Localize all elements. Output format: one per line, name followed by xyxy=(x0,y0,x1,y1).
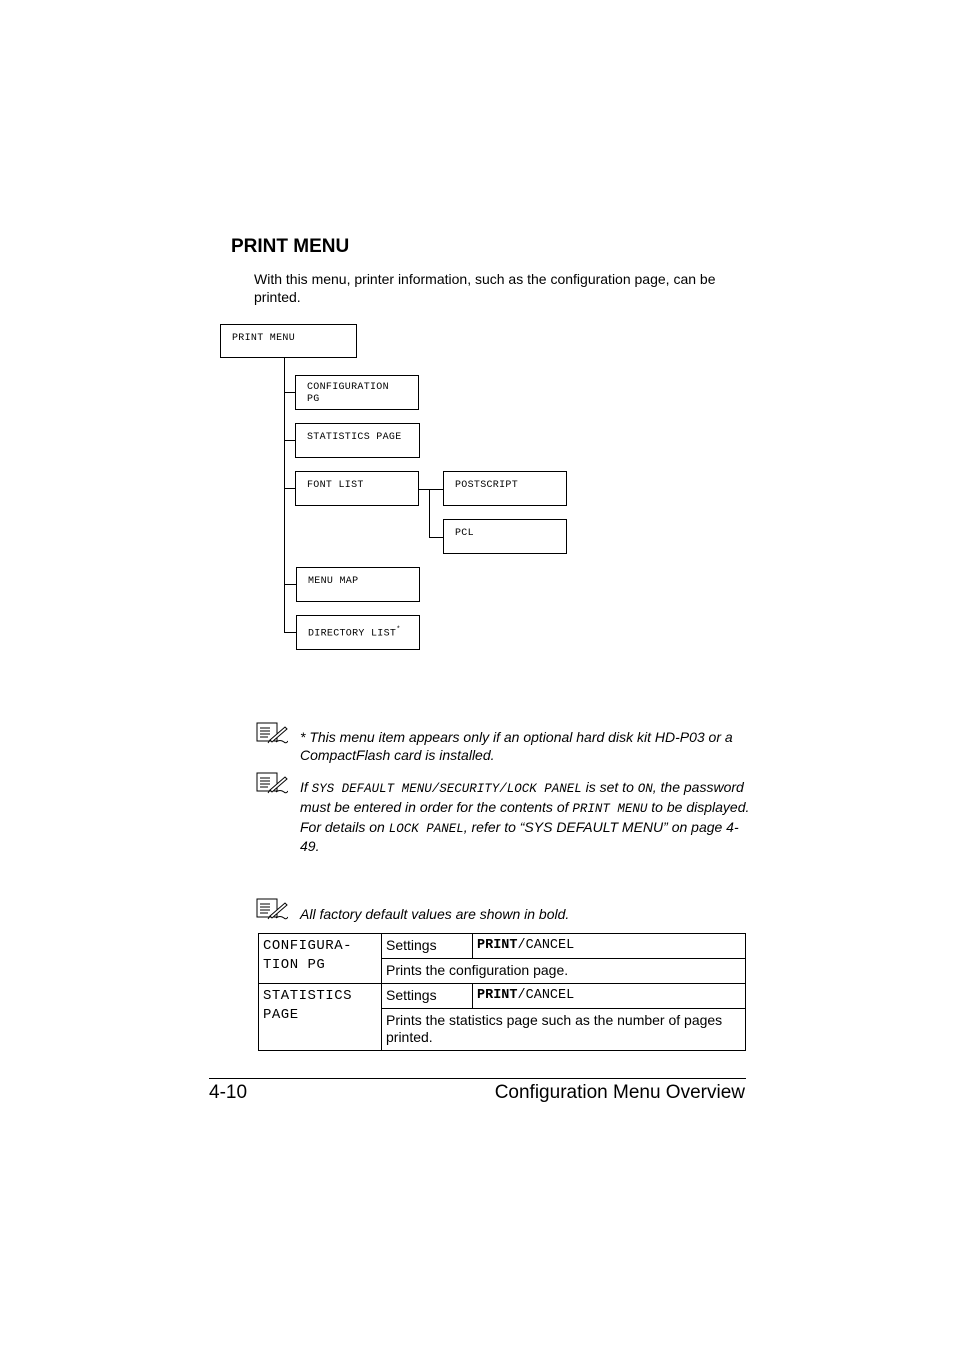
setting-description: Prints the statistics page such as the number of pages printed. xyxy=(382,1009,746,1051)
note-optional-item: * This menu item appears only if an optional hard disk kit HD-P03 or a CompactFlash card is installed. xyxy=(300,729,733,763)
menu-node-label: DIRECTORY LIST* xyxy=(308,626,401,640)
tree-branch-line xyxy=(284,488,295,489)
menu-node-menu-map xyxy=(296,567,420,602)
menu-node-directory-list xyxy=(296,615,420,650)
setting-name: STATISTICS PAGE xyxy=(259,984,382,1051)
intro-paragraph: With this menu, printer information, such as the configuration page, can be printed. xyxy=(254,271,716,305)
menu-node-label: POSTSCRIPT xyxy=(455,480,519,491)
settings-table xyxy=(258,933,746,1051)
note-pencil-icon xyxy=(256,898,288,922)
settings-label: Settings xyxy=(382,984,473,1009)
tree-branch-line xyxy=(284,632,296,633)
section-heading: PRINT MENU xyxy=(231,236,350,257)
menu-node-postscript xyxy=(443,471,567,506)
tree-branch-line xyxy=(284,584,296,585)
note-lock-panel: If SYS DEFAULT MENU/SECURITY/LOCK PANEL is set to ON, the password must be entered in order for the contents of PRINT MENU to be displayed. For details on LOCK PANEL, refer to “SYS DEFAULT MENU” on page 4-49. xyxy=(300,779,750,855)
menu-node-label: PRINT MENU xyxy=(232,333,296,344)
menu-node-font-list xyxy=(295,471,419,506)
menu-node-statistics-page xyxy=(295,423,420,458)
tree-trunk-line xyxy=(284,357,285,633)
table-row xyxy=(259,934,746,959)
footer-section-title: Configuration Menu Overview xyxy=(494,1082,745,1103)
settings-value: PRINT/CANCEL xyxy=(473,984,746,1009)
table-row xyxy=(259,984,746,1009)
page-number: 4-10 xyxy=(209,1082,248,1103)
note-factory-defaults: All factory default values are shown in bold. xyxy=(300,906,570,922)
menu-node-label: FONT LIST xyxy=(307,480,364,491)
tree-branch-line xyxy=(284,392,295,393)
menu-node-label: PCL xyxy=(455,528,474,539)
settings-label: Settings xyxy=(382,934,473,959)
menu-node-label: STATISTICS PAGE xyxy=(307,432,402,443)
menu-node-print-menu xyxy=(220,324,357,358)
tree-branch-line xyxy=(284,440,295,441)
subtree-branch-line xyxy=(429,489,443,490)
setting-description: Prints the configuration page. xyxy=(382,959,746,984)
note-pencil-icon xyxy=(256,772,288,796)
menu-node-configuration-pg xyxy=(295,375,419,410)
menu-node-pcl xyxy=(443,519,567,554)
subtree-branch-line xyxy=(429,537,443,538)
menu-node-label: CONFIGURATION PG xyxy=(307,382,389,405)
setting-name: CONFIGURA- TION PG xyxy=(259,934,382,984)
subtree-trunk-line xyxy=(429,489,430,538)
footer-divider xyxy=(209,1078,746,1079)
menu-node-label: MENU MAP xyxy=(308,576,359,587)
settings-value: PRINT/CANCEL xyxy=(473,934,746,959)
note-pencil-icon xyxy=(256,722,288,746)
